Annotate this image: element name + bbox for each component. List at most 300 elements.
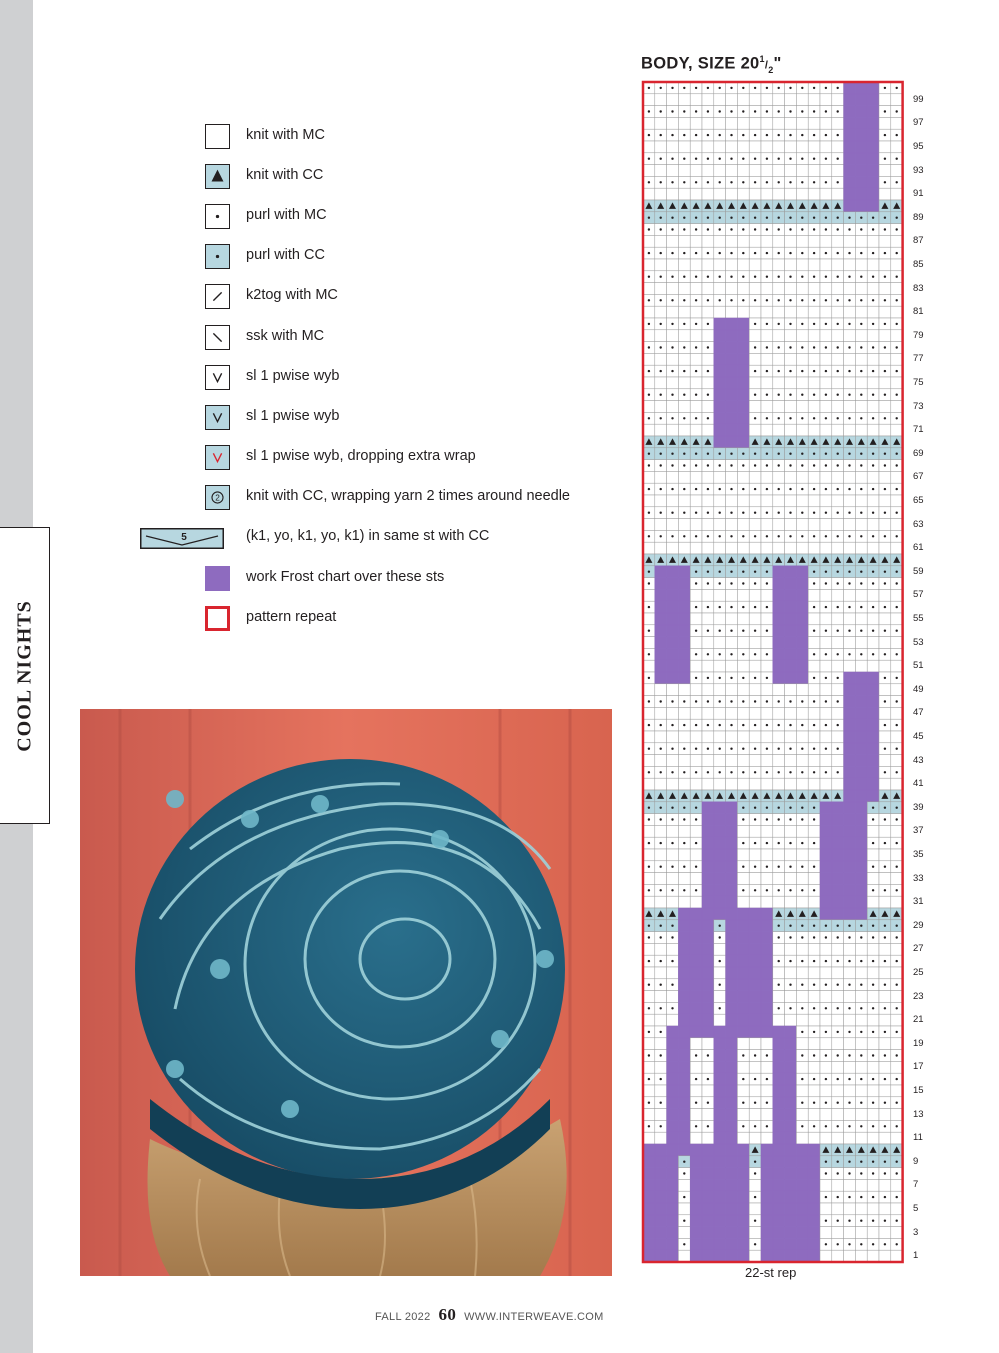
dot-mark bbox=[813, 1125, 815, 1127]
dot-mark bbox=[683, 252, 685, 254]
chart-cell bbox=[785, 731, 797, 743]
dot-mark bbox=[872, 394, 874, 396]
dot-mark bbox=[648, 606, 650, 608]
chart-cell bbox=[655, 1203, 667, 1215]
chart-cell bbox=[796, 283, 808, 295]
dot-mark bbox=[884, 866, 886, 868]
chart-cell bbox=[667, 731, 679, 743]
dot-mark bbox=[884, 936, 886, 938]
chart-cell bbox=[820, 814, 832, 826]
chart-cell bbox=[749, 141, 761, 153]
chart-cell bbox=[702, 188, 714, 200]
dot-mark bbox=[872, 653, 874, 655]
dot-mark bbox=[766, 700, 768, 702]
dot-mark bbox=[813, 582, 815, 584]
dot-mark bbox=[789, 299, 791, 301]
dot-mark bbox=[801, 464, 803, 466]
dot-mark bbox=[884, 228, 886, 230]
dot-mark bbox=[707, 181, 709, 183]
chart-cell bbox=[667, 648, 679, 660]
dot-mark bbox=[896, 630, 898, 632]
dot-mark bbox=[719, 1007, 721, 1009]
dot-mark bbox=[825, 771, 827, 773]
chart-cell bbox=[855, 672, 867, 684]
chart-cell bbox=[667, 566, 679, 578]
dot-mark bbox=[730, 488, 732, 490]
chart-cell bbox=[690, 117, 702, 129]
dot-mark bbox=[742, 724, 744, 726]
dot-mark bbox=[766, 818, 768, 820]
row-number: 85 bbox=[913, 258, 924, 270]
chart-cell bbox=[785, 1061, 797, 1073]
dot-mark bbox=[837, 1243, 839, 1245]
chart-cell bbox=[702, 814, 714, 826]
chart-cell bbox=[667, 991, 679, 1003]
dot-mark bbox=[872, 984, 874, 986]
chart-cell bbox=[855, 106, 867, 118]
dot-mark bbox=[695, 571, 697, 573]
dot-mark bbox=[730, 110, 732, 112]
chart-cell bbox=[879, 306, 891, 318]
v-icon bbox=[205, 365, 230, 390]
dot-mark bbox=[872, 866, 874, 868]
chart-cell bbox=[773, 330, 785, 342]
chart-cell bbox=[832, 589, 844, 601]
chart-cell bbox=[820, 353, 832, 365]
dot-mark bbox=[660, 936, 662, 938]
chart-cell bbox=[832, 861, 844, 873]
chart-cell bbox=[655, 1215, 667, 1227]
chart-cell bbox=[749, 94, 761, 106]
repeat-label: 22-st rep bbox=[745, 1265, 797, 1280]
dot-mark bbox=[825, 110, 827, 112]
chart-cell bbox=[773, 1109, 785, 1121]
chart-cell bbox=[690, 1168, 702, 1180]
dot-mark bbox=[789, 842, 791, 844]
chart-cell bbox=[820, 660, 832, 672]
dot-mark bbox=[754, 464, 756, 466]
dot-mark bbox=[778, 158, 780, 160]
dot-mark bbox=[896, 818, 898, 820]
chart-cell bbox=[726, 908, 738, 920]
chart-cell bbox=[820, 684, 832, 696]
chart-cell bbox=[702, 873, 714, 885]
chart-cell bbox=[808, 637, 820, 649]
chart-cell bbox=[726, 1038, 738, 1050]
chart-cell bbox=[678, 578, 690, 590]
chart-cell bbox=[737, 873, 749, 885]
chart-cell bbox=[891, 660, 903, 672]
chart-cell bbox=[667, 707, 679, 719]
dot-mark bbox=[695, 252, 697, 254]
dot-mark bbox=[754, 1054, 756, 1056]
chart-cell bbox=[678, 1038, 690, 1050]
chart-cell bbox=[761, 707, 773, 719]
chart-cell bbox=[714, 873, 726, 885]
dot-mark bbox=[896, 394, 898, 396]
chart-cell bbox=[702, 1014, 714, 1026]
dot-mark bbox=[648, 134, 650, 136]
dot-mark bbox=[754, 217, 756, 219]
chart-cell bbox=[667, 1038, 679, 1050]
dot-mark bbox=[813, 1078, 815, 1080]
dot-mark bbox=[683, 87, 685, 89]
chart-cell bbox=[655, 589, 667, 601]
dot-mark bbox=[896, 110, 898, 112]
dot-mark bbox=[660, 807, 662, 809]
chart-cell bbox=[690, 1250, 702, 1262]
chart-cell bbox=[867, 778, 879, 790]
chart-cell bbox=[773, 235, 785, 247]
dot-mark bbox=[707, 1125, 709, 1127]
chart-cell bbox=[761, 979, 773, 991]
chart-cell bbox=[855, 1014, 867, 1026]
dot-mark bbox=[801, 889, 803, 891]
dot-mark bbox=[683, 181, 685, 183]
dot-mark bbox=[683, 299, 685, 301]
dot-mark bbox=[742, 866, 744, 868]
chart-cell bbox=[785, 707, 797, 719]
chart-cell bbox=[655, 283, 667, 295]
dot-mark bbox=[801, 771, 803, 773]
chart-cell bbox=[690, 353, 702, 365]
chart-cell bbox=[820, 884, 832, 896]
chart-cell bbox=[655, 625, 667, 637]
chart-cell bbox=[891, 1014, 903, 1026]
chart-cell bbox=[844, 153, 856, 165]
key-label: knit with CC, wrapping yarn 2 times around needle bbox=[246, 488, 570, 504]
dot-mark bbox=[896, 889, 898, 891]
chart-cell bbox=[844, 1085, 856, 1097]
chart-cell bbox=[737, 684, 749, 696]
chart-cell bbox=[785, 1073, 797, 1085]
dot-mark bbox=[825, 1125, 827, 1127]
chart-cell bbox=[808, 542, 820, 554]
dot-mark bbox=[825, 217, 827, 219]
chart-cell bbox=[820, 542, 832, 554]
chart-cell bbox=[737, 943, 749, 955]
chart-cell bbox=[690, 896, 702, 908]
chart-cell bbox=[749, 637, 761, 649]
chart-cell bbox=[690, 943, 702, 955]
dot-mark bbox=[707, 1078, 709, 1080]
dot-mark bbox=[719, 512, 721, 514]
chart-cell bbox=[879, 1109, 891, 1121]
dot-mark bbox=[766, 724, 768, 726]
dot-mark bbox=[671, 453, 673, 455]
chart-cell bbox=[667, 613, 679, 625]
dot-mark bbox=[789, 771, 791, 773]
dot-mark bbox=[896, 582, 898, 584]
dot-mark bbox=[648, 1031, 650, 1033]
chart-cell bbox=[879, 1132, 891, 1144]
dot-mark bbox=[695, 748, 697, 750]
chart-cell bbox=[844, 165, 856, 177]
dot-mark bbox=[813, 1054, 815, 1056]
dot-mark bbox=[660, 700, 662, 702]
chart-cell bbox=[690, 94, 702, 106]
chart-cell bbox=[820, 424, 832, 436]
chart-cell bbox=[678, 1144, 690, 1156]
key-label: sl 1 pwise wyb, dropping extra wrap bbox=[246, 448, 476, 464]
chart-cell bbox=[655, 1156, 667, 1168]
chart-cell bbox=[726, 1132, 738, 1144]
row-number: 63 bbox=[913, 518, 924, 530]
dot-mark bbox=[872, 488, 874, 490]
chart-cell bbox=[714, 1156, 726, 1168]
chart-cell bbox=[678, 495, 690, 507]
dot-mark bbox=[837, 276, 839, 278]
chart-cell bbox=[844, 696, 856, 708]
dot-mark bbox=[872, 252, 874, 254]
chart-cell bbox=[867, 283, 879, 295]
chart-cell bbox=[726, 589, 738, 601]
chart-cell bbox=[796, 235, 808, 247]
dot-mark bbox=[719, 276, 721, 278]
chart-cell bbox=[678, 896, 690, 908]
dot-mark bbox=[660, 87, 662, 89]
chart-cell bbox=[655, 1038, 667, 1050]
chart-cell bbox=[667, 660, 679, 672]
dot-mark bbox=[660, 889, 662, 891]
chart-cell bbox=[844, 377, 856, 389]
dot-mark bbox=[719, 984, 721, 986]
chart-cell bbox=[643, 283, 655, 295]
chart-cell bbox=[702, 1038, 714, 1050]
row-number: 57 bbox=[913, 589, 924, 601]
dot-mark bbox=[695, 134, 697, 136]
chart-cell bbox=[796, 94, 808, 106]
chart-cell bbox=[737, 967, 749, 979]
chart-cell bbox=[844, 401, 856, 413]
chart-cell bbox=[844, 471, 856, 483]
dot-mark bbox=[695, 110, 697, 112]
chart-cell bbox=[678, 684, 690, 696]
chart-cell bbox=[761, 932, 773, 944]
chart-cell bbox=[655, 165, 667, 177]
chart-cell bbox=[820, 141, 832, 153]
chart-cell bbox=[844, 755, 856, 767]
chart-cell bbox=[726, 920, 738, 932]
chart-cell bbox=[761, 401, 773, 413]
chart-cell bbox=[678, 979, 690, 991]
dot-mark bbox=[742, 535, 744, 537]
chart-cell bbox=[796, 672, 808, 684]
chart-cell bbox=[643, 542, 655, 554]
dot-mark bbox=[742, 217, 744, 219]
chart-cell bbox=[855, 778, 867, 790]
dot-mark bbox=[837, 1125, 839, 1127]
dot-mark bbox=[896, 866, 898, 868]
dot-mark bbox=[754, 866, 756, 868]
dot-mark bbox=[813, 87, 815, 89]
dot-mark bbox=[707, 134, 709, 136]
chart-cell bbox=[785, 306, 797, 318]
chart-cell bbox=[820, 943, 832, 955]
chart-cell bbox=[726, 814, 738, 826]
dot-mark bbox=[707, 700, 709, 702]
chart-cell bbox=[879, 141, 891, 153]
dot-mark bbox=[754, 1125, 756, 1127]
chart-cell bbox=[643, 141, 655, 153]
dot-mark bbox=[778, 323, 780, 325]
dot-mark bbox=[884, 724, 886, 726]
dot-mark bbox=[860, 606, 862, 608]
dot-mark bbox=[683, 1172, 685, 1174]
chart-cell bbox=[678, 141, 690, 153]
dot-mark bbox=[848, 653, 850, 655]
chart-cell bbox=[761, 778, 773, 790]
chart-cell bbox=[690, 1014, 702, 1026]
dot-mark bbox=[848, 1125, 850, 1127]
dot-mark bbox=[837, 677, 839, 679]
chart-cell bbox=[667, 637, 679, 649]
chart-cell bbox=[702, 955, 714, 967]
chart-cell bbox=[737, 955, 749, 967]
chart-cell bbox=[891, 613, 903, 625]
dot-mark bbox=[825, 464, 827, 466]
chart-cell bbox=[690, 259, 702, 271]
chart-cell bbox=[879, 495, 891, 507]
chart-cell bbox=[785, 1132, 797, 1144]
dot-mark bbox=[848, 571, 850, 573]
dot-mark bbox=[719, 181, 721, 183]
chart-cell bbox=[726, 884, 738, 896]
chart-cell bbox=[844, 943, 856, 955]
chart-cell bbox=[643, 1156, 655, 1168]
chart-cell bbox=[820, 802, 832, 814]
chart-cell bbox=[749, 967, 761, 979]
dot-mark bbox=[801, 1078, 803, 1080]
chart-cell bbox=[761, 908, 773, 920]
chart-cell bbox=[844, 707, 856, 719]
chart-cell bbox=[702, 979, 714, 991]
dot-mark bbox=[860, 464, 862, 466]
chart-cell bbox=[643, 849, 655, 861]
chart-cell bbox=[879, 519, 891, 531]
chart-cell bbox=[867, 471, 879, 483]
chart-cell bbox=[855, 884, 867, 896]
dot-mark bbox=[695, 677, 697, 679]
chart-cell bbox=[773, 283, 785, 295]
chart-cell bbox=[726, 424, 738, 436]
dot-mark bbox=[660, 1102, 662, 1104]
dot-mark bbox=[813, 807, 815, 809]
dot-mark bbox=[660, 724, 662, 726]
chart-cell bbox=[726, 660, 738, 672]
dot-mark bbox=[837, 453, 839, 455]
chart-cell bbox=[667, 849, 679, 861]
chart-cell bbox=[690, 1132, 702, 1144]
chart-cell bbox=[726, 1250, 738, 1262]
chart-cell bbox=[667, 967, 679, 979]
dot-mark bbox=[825, 960, 827, 962]
dot-mark bbox=[884, 299, 886, 301]
dot-mark bbox=[695, 276, 697, 278]
dot-mark bbox=[837, 323, 839, 325]
circled-two-icon bbox=[205, 485, 230, 510]
chart-cell bbox=[879, 660, 891, 672]
dot-mark bbox=[778, 925, 780, 927]
chart-cell bbox=[808, 495, 820, 507]
dot-mark bbox=[789, 417, 791, 419]
chart-cell bbox=[891, 424, 903, 436]
chart-cell bbox=[773, 896, 785, 908]
chart-cell bbox=[796, 424, 808, 436]
chart-cell bbox=[832, 684, 844, 696]
dot-mark bbox=[730, 571, 732, 573]
chart-cell bbox=[808, 1168, 820, 1180]
chart-cell bbox=[844, 802, 856, 814]
chart-cell bbox=[690, 424, 702, 436]
row-number: 97 bbox=[913, 117, 924, 129]
dot-mark bbox=[742, 512, 744, 514]
chart-cell bbox=[867, 1038, 879, 1050]
chart-cell bbox=[726, 436, 738, 448]
dot-mark bbox=[896, 807, 898, 809]
footer-url[interactable]: WWW.INTERWEAVE.COM bbox=[464, 1311, 604, 1323]
dot-mark bbox=[801, 488, 803, 490]
chart-cell bbox=[855, 176, 867, 188]
dot-mark bbox=[896, 653, 898, 655]
chart-cell bbox=[773, 566, 785, 578]
dot-mark bbox=[683, 346, 685, 348]
chart-cell bbox=[678, 283, 690, 295]
dot-mark bbox=[848, 936, 850, 938]
dot-mark bbox=[825, 488, 827, 490]
chart-cell bbox=[714, 814, 726, 826]
chart-cell bbox=[737, 731, 749, 743]
dot-mark bbox=[754, 370, 756, 372]
dot-mark bbox=[695, 181, 697, 183]
chart-cell bbox=[820, 519, 832, 531]
chart-cell bbox=[761, 920, 773, 932]
chart-cell bbox=[737, 401, 749, 413]
chart-cell bbox=[808, 755, 820, 767]
dot-mark bbox=[813, 630, 815, 632]
dot-mark bbox=[766, 748, 768, 750]
chart-cell bbox=[643, 235, 655, 247]
dot-mark bbox=[896, 1007, 898, 1009]
chart-cell bbox=[844, 684, 856, 696]
chart-cell bbox=[737, 932, 749, 944]
chart-cell bbox=[785, 849, 797, 861]
chart-cell bbox=[749, 1002, 761, 1014]
chart-cell bbox=[761, 519, 773, 531]
dot-mark bbox=[766, 464, 768, 466]
dot-mark bbox=[848, 1102, 850, 1104]
chart-cell bbox=[796, 660, 808, 672]
chart-cell bbox=[678, 873, 690, 885]
dot-mark bbox=[660, 984, 662, 986]
chart-cell bbox=[667, 471, 679, 483]
chart-cell bbox=[867, 1132, 879, 1144]
dot-mark bbox=[848, 276, 850, 278]
dot-mark bbox=[884, 984, 886, 986]
dot-mark bbox=[754, 1161, 756, 1163]
chart-cell bbox=[808, 684, 820, 696]
chart-cell bbox=[726, 1050, 738, 1062]
chart-cell bbox=[678, 637, 690, 649]
dot-mark bbox=[872, 276, 874, 278]
dot-mark bbox=[860, 925, 862, 927]
dot-mark bbox=[872, 630, 874, 632]
chart-cell bbox=[808, 165, 820, 177]
chart-cell bbox=[714, 1191, 726, 1203]
chart-cell bbox=[667, 1014, 679, 1026]
dot-mark bbox=[848, 1161, 850, 1163]
dot-mark bbox=[848, 370, 850, 372]
